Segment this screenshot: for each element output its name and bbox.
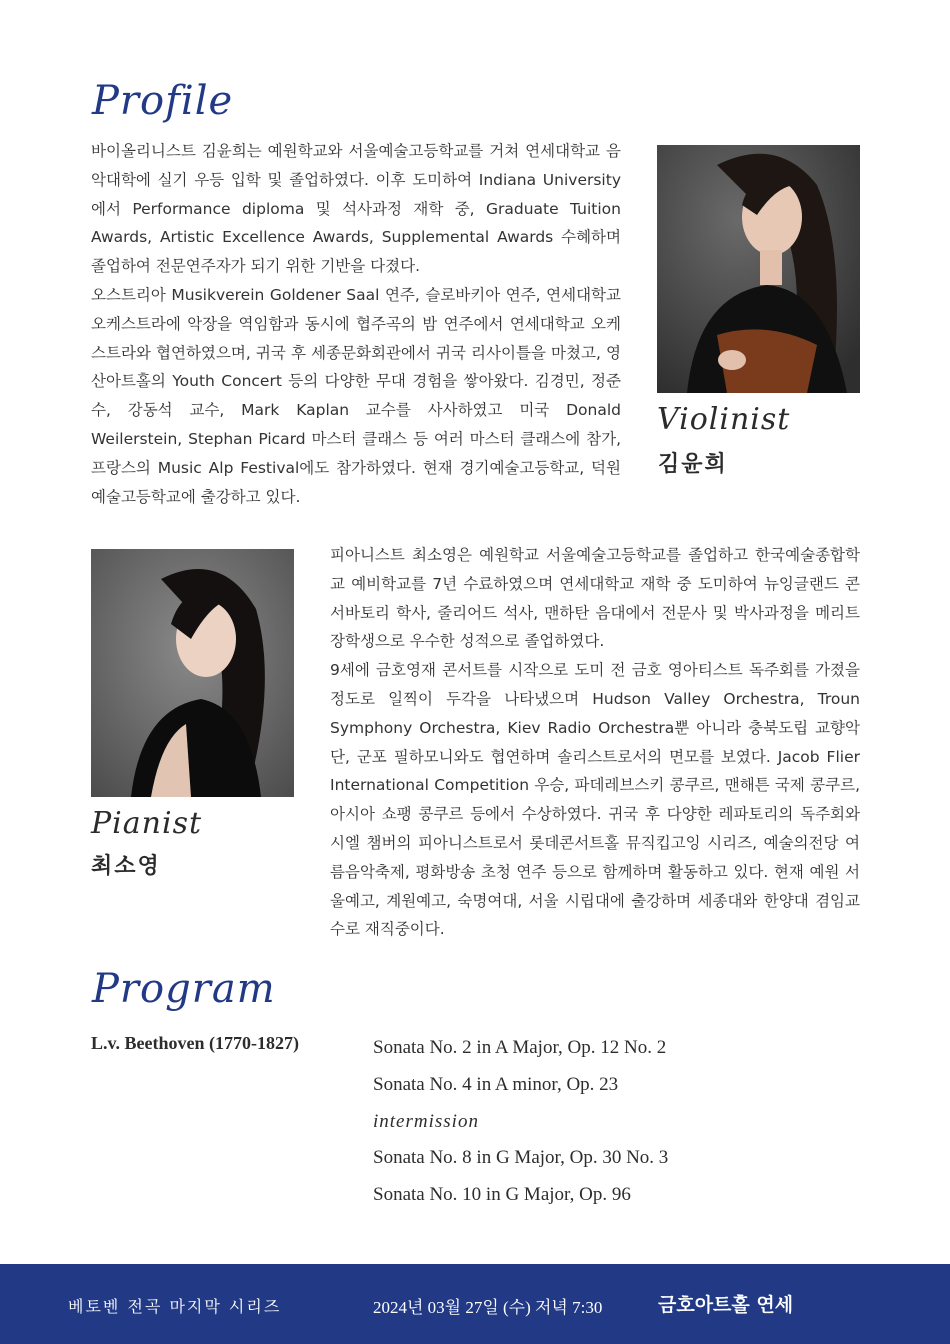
violinist-portrait-image [657, 145, 860, 393]
program-item: Sonata No. 8 in G Major, Op. 30 No. 3 [373, 1147, 669, 1169]
program-heading: Program [92, 966, 276, 1012]
violinist-bio-paragraph-1: 바이올리니스트 김윤희는 예원학교와 서울예술고등학교를 거쳐 연세대학교 음악대학에 실기 우등 입학 및 졸업하였다. 이후 도미하여 Indiana University 에서 Performance diploma 및 석사과정 재학 중, Graduate Tuition Awards, Artistic Excellence Awards, Supplemental Awards 수혜하며 졸업하여 전문연주자가 되기 위한 기반을 다졌다. [91, 142, 621, 276]
program-item: Sonata No. 4 in A minor, Op. 23 [373, 1073, 619, 1095]
pianist-portrait-image [91, 549, 294, 797]
profile-heading: Profile [92, 78, 234, 124]
footer-venue: 금호아트홀 연세 [658, 1294, 794, 1316]
violinist-name: 김윤희 [658, 452, 728, 477]
program-intermission: intermission [373, 1110, 479, 1132]
pianist-photo [91, 549, 294, 797]
program-item: Sonata No. 10 in G Major, Op. 96 [373, 1184, 631, 1206]
pianist-role-label: Pianist [91, 806, 203, 841]
pianist-bio-paragraph-2: 9세에 금호영재 콘서트를 시작으로 도미 전 금호 영아티스트 독주회를 가졌을 정도로 일찍이 두각을 나타냈으며 Hudson Valley Orchestra, Troun Symphony Orchestra, Kiev Radio Orchestra뿐 아니라 충북도립 교향악단, 군포 필하모니와도 협연하며 솔리스트로서의 면모를 보였다. Jacob Flier International Competition 우승, 파데레브스키 콩쿠르, 맨해튼 국제 콩쿠르, 아시아 쇼팽 콩쿠르 등에서 수상하였다. 귀국 후 다양한 레파토리의 독주회와 시엘 챔버의 피아니스트로서 롯데콘서트홀 뮤직킵고잉 시리즈, 예술의전당 여름음악축제, 평화방송 초청 연주 등으로 함께하며 활동하고 있다. 현재 예원 서울예고, 계원예고, 숙명여대, 서울 시립대에 출강하며 세종대와 한양대 겸임교수로 재직중이다. [330, 661, 860, 939]
footer-series-title: 베토벤 전곡 마지막 시리즈 [68, 1297, 282, 1316]
violinist-role-label: Violinist [657, 402, 791, 437]
footer-date: 2024년 03월 27일 (수) 저녁 7:30 [373, 1298, 603, 1317]
pianist-bio-paragraph-1: 피아니스트 최소영은 예원학교 서울예술고등학교를 졸업하고 한국예술종합학교 예비학교를 7년 수료하였으며 연세대학교 재학 중 도미하여 뉴잉글랜드 콘서바토리 학사, 줄리어드 석사, 맨하탄 음대에서 전문사 및 박사과정을 메리트 장학생으로 우수한 성적으로 졸업하였다. [330, 546, 860, 651]
violinist-photo [657, 145, 860, 393]
pianist-name: 최소영 [91, 854, 161, 879]
violinist-bio [91, 137, 621, 511]
program-item: Sonata No. 2 in A Major, Op. 12 No. 2 [373, 1037, 667, 1058]
footer-bar [0, 1264, 950, 1344]
pianist-bio [330, 541, 860, 944]
composer-label: L.v. Beethoven (1770-1827) [91, 1033, 299, 1053]
program-list [373, 1030, 668, 1214]
violinist-bio-paragraph-2: 오스트리아 Musikverein Goldener Saal 연주, 슬로바키아 연주, 연세대학교 오케스트라에 악장을 역임함과 동시에 협주곡의 밤 연주에서 연세대학교 오케스트라와 협연하였으며, 귀국 후 세종문화회관에서 귀국 리사이틀을 마쳤고, 영산아트홀의 Youth Concert 등의 다양한 무대 경험을 쌓아왔다. 김경민, 정준수, 강동석 교수, Mark Kaplan 교수를 사사하였고 미국 Donald Weilerstein, Stephan Picard 마스터 클래스 등 여러 마스터 클래스에 참가, 프랑스의 Music Alp Festival에도 참가하였다. 현재 경기예술고등학교, 덕원예술고등학교에 출강하고 있다. [91, 285, 621, 506]
